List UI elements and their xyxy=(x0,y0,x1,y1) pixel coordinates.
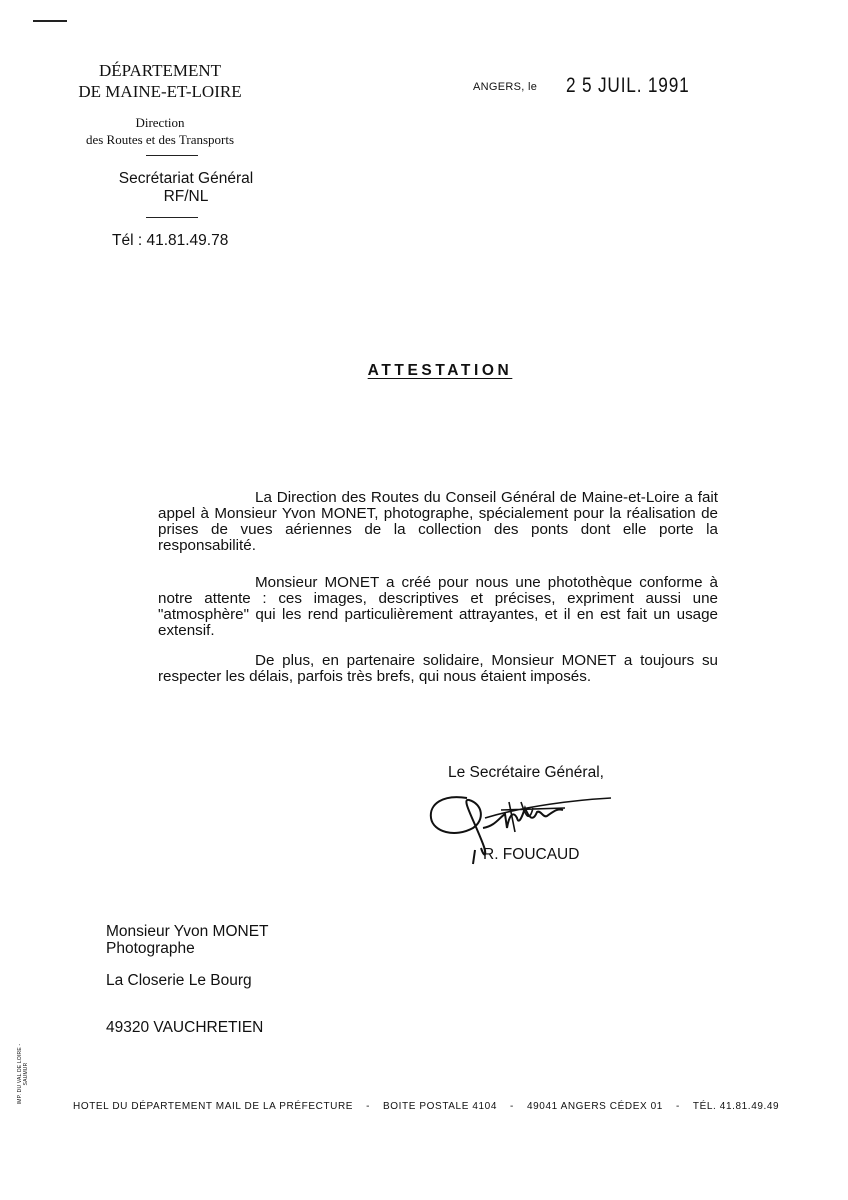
secretariat-block xyxy=(60,170,312,206)
reference-code: RF/NL xyxy=(163,188,209,205)
letterhead-divider xyxy=(146,217,198,218)
body-paragraph xyxy=(158,653,718,685)
footer-separator: - xyxy=(510,1101,514,1112)
recipient-name: Monsieur Yvon MONET xyxy=(106,923,269,940)
paragraph-text: De plus, en partenaire solidaire, Monsieur MONET a toujours su respecter les délais, parfois très brefs, qui nous étaient imposés. xyxy=(158,652,718,685)
secretariat-label: Secrétariat Général xyxy=(118,170,254,187)
paragraph-text: La Direction des Routes du Conseil Général de Maine-et-Loire a fait appel à Monsieur Yvon MONET, photographe, spécialement pour la réalisation de prises de vues aériennes de la collection des ponts dont elle porte la responsabilité. xyxy=(158,489,718,554)
footer-separator: - xyxy=(366,1101,371,1112)
recipient-address: La Closerie Le Bourg xyxy=(106,972,252,989)
direction-name xyxy=(60,114,260,148)
footer-postal: 49041 ANGERS CÉDEX 01 xyxy=(526,1101,663,1112)
direction-line1: Direction xyxy=(135,115,185,130)
footer-box: BOITE POSTALE 4104 xyxy=(383,1101,498,1112)
corner-mark xyxy=(33,20,67,22)
footer-tel: TÉL. 41.81.49.49 xyxy=(692,1101,780,1112)
footer-separator: - xyxy=(675,1101,680,1112)
phone-number: Tél : 41.81.49.78 xyxy=(112,232,229,249)
recipient-city: 49320 VAUCHRETIEN xyxy=(106,1019,264,1036)
department-line1: DÉPARTEMENT xyxy=(98,61,222,80)
direction-line2: des Routes et des Transports xyxy=(85,132,235,147)
signatory-title: Le Secrétaire Général, xyxy=(448,764,604,781)
letterhead-divider xyxy=(146,155,198,156)
department-line2: DE MAINE-ET-LOIRE xyxy=(78,82,242,101)
footer-hotel: HOTEL DU DÉPARTEMENT MAIL DE LA PRÉFECTURE xyxy=(73,1101,354,1112)
paragraph-text: Monsieur MONET a créé pour nous une photothèque conforme à notre attente : ces images, descriptives et précises, expriment aussi une "atmosphère" qui les rend particulièrement attrayantes, et il en est fait un usage extensif. xyxy=(158,574,718,639)
date-stamp: 2 5 JUIL. 1991 xyxy=(566,74,690,97)
footer-address xyxy=(73,1101,780,1112)
department-name xyxy=(60,60,260,102)
body-paragraph xyxy=(158,575,718,639)
place-label: ANGERS, le xyxy=(473,81,538,93)
printer-mark: IMP. DU VAL DE LOIRE - SAUMUR xyxy=(17,1043,29,1105)
recipient-profession: Photographe xyxy=(106,940,195,957)
document-title: ATTESTATION xyxy=(367,362,513,379)
signatory-name: R. FOUCAUD xyxy=(483,846,580,863)
body-paragraph xyxy=(158,490,718,554)
